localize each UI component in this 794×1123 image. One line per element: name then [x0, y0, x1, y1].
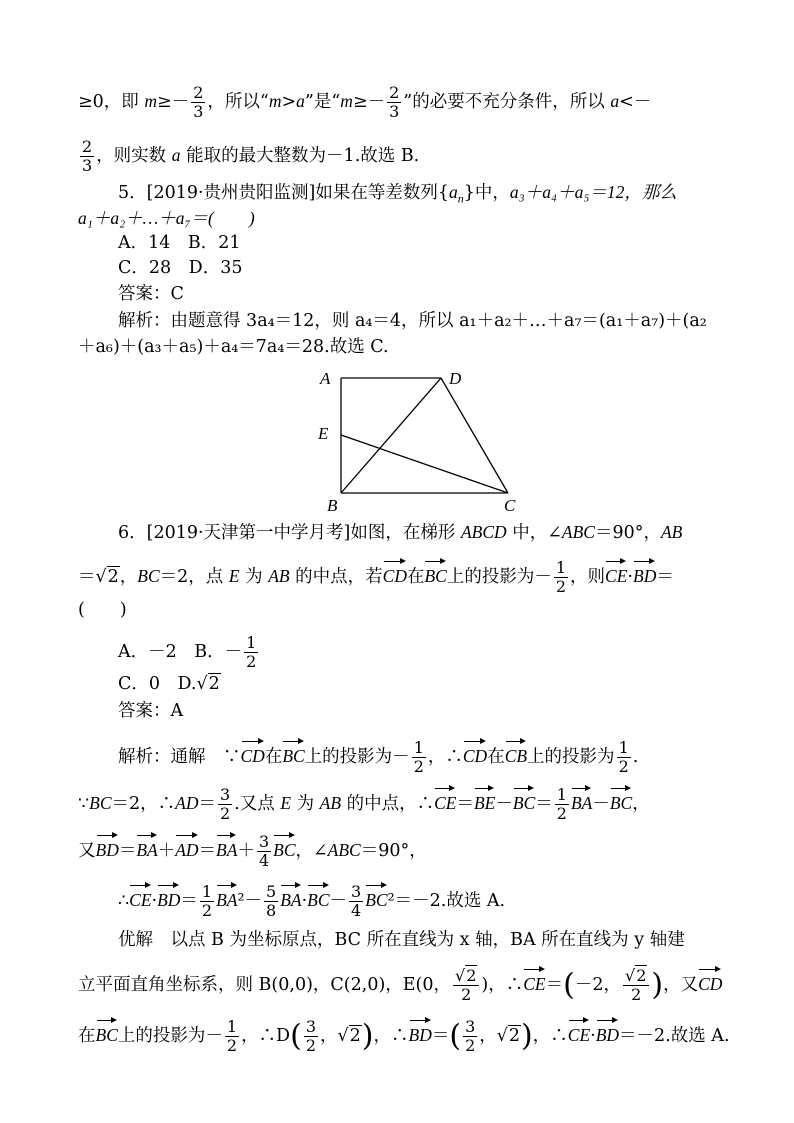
var: AB	[268, 566, 290, 586]
answer	[118, 699, 768, 723]
vector: BC	[282, 738, 304, 768]
var: m	[144, 91, 158, 111]
vector: BD	[157, 882, 180, 912]
text: ”是“	[304, 92, 341, 112]
paren: (	[449, 1018, 462, 1054]
vector: BC	[610, 785, 632, 815]
segment-bd	[341, 378, 441, 493]
options-cd	[118, 256, 768, 280]
numerator: √2	[623, 967, 649, 986]
text: 解析：通解 ∵	[118, 747, 241, 767]
denominator: 2	[465, 1036, 476, 1055]
fraction	[349, 883, 363, 920]
text: 解析：由题意得 3a₄＝12，则 a₄＝4，所以 a₁＋a₂＋…＋a₇＝(a₁＋a₇)＋(a₂	[118, 311, 707, 331]
label-d: D	[449, 369, 462, 388]
radicand: 2	[208, 674, 220, 694]
vector: BA	[216, 882, 237, 912]
text: ∵	[78, 794, 90, 814]
denominator: 3	[193, 102, 204, 121]
vector: CE	[568, 1017, 590, 1047]
text: ·	[151, 891, 158, 911]
text: 上的投影为－	[446, 567, 552, 587]
denominator: 2	[246, 652, 257, 671]
vector: BA	[280, 882, 301, 912]
text: ·	[627, 567, 633, 587]
paren: (	[290, 1018, 302, 1054]
text: ，	[320, 1026, 338, 1046]
text: ＋	[237, 841, 255, 861]
vector: BD	[96, 832, 119, 862]
text: 在	[78, 1026, 96, 1046]
text: <－	[619, 92, 652, 112]
paren: )	[651, 967, 664, 1003]
denominator: 3	[389, 102, 400, 121]
fraction	[463, 1018, 477, 1055]
text: ，	[479, 1026, 497, 1046]
var: ABC	[327, 840, 361, 860]
paren: )	[361, 1018, 374, 1054]
text: ＝	[118, 841, 137, 861]
fraction	[453, 967, 479, 1004]
var: m	[340, 91, 353, 111]
text: ，所以“	[207, 92, 269, 112]
trapezoid-figure	[310, 365, 540, 515]
var: E	[280, 793, 292, 813]
radicand: 2	[636, 966, 647, 985]
text: 为	[239, 567, 269, 587]
denominator: 2	[631, 985, 642, 1004]
fraction	[200, 883, 214, 920]
vector: CE	[129, 882, 151, 912]
vector: CB	[505, 738, 527, 768]
var: a	[171, 145, 181, 165]
radicand: 2	[107, 567, 119, 587]
answer	[118, 282, 768, 306]
label-c: C	[504, 496, 516, 515]
text: 在	[406, 567, 425, 587]
numerator: 3	[465, 1017, 476, 1036]
text-line	[78, 84, 728, 121]
var: ABCD	[460, 522, 507, 542]
radicand: 2	[349, 1026, 361, 1046]
text: .又点	[234, 794, 281, 814]
text: ，则	[570, 567, 606, 587]
denominator: 2	[555, 577, 567, 596]
denominator: 2	[201, 901, 213, 920]
fraction	[264, 883, 278, 920]
solution-line	[118, 309, 768, 333]
text: ＝	[198, 841, 217, 861]
text: ，	[119, 567, 138, 587]
denominator: 8	[266, 901, 277, 920]
text: －	[495, 794, 513, 814]
options-cd	[118, 672, 768, 696]
numerator: 1	[413, 738, 424, 757]
fraction	[387, 84, 401, 121]
text: 能取的最大整数为－1.故选 B.	[180, 146, 420, 166]
sqrt: √2	[196, 674, 220, 694]
text: ＝90°，	[360, 841, 427, 861]
fraction	[412, 739, 426, 776]
vector: AD	[175, 832, 198, 862]
text: 答案：A	[118, 701, 184, 721]
vector: CD	[383, 558, 407, 588]
text-line	[78, 138, 728, 175]
fraction	[218, 786, 232, 823]
vector: BD	[409, 1017, 432, 1047]
numerator: 1	[555, 558, 567, 577]
numerator: 3	[258, 832, 270, 851]
text: ＝	[535, 794, 553, 814]
fraction	[623, 967, 649, 1004]
label-e: E	[318, 424, 329, 443]
numerator: 3	[219, 785, 231, 804]
text: )，∴	[481, 975, 524, 995]
text: ²＝－2.故选 A.	[387, 891, 506, 911]
text: ( )	[78, 600, 127, 620]
numerator: 2	[82, 137, 93, 156]
denominator: 4	[258, 851, 270, 870]
label-a: A	[320, 369, 331, 388]
numerator: √2	[453, 967, 479, 986]
text: 5．[2019·贵州贵阳监测]如果在等差数列{	[118, 183, 450, 203]
text: ”的必要不充分条件，所以	[403, 92, 611, 112]
fraction	[80, 138, 94, 175]
text: ＝2，点	[159, 567, 229, 587]
equation: a₃＋a₄＋a₅＝12，那么	[509, 182, 677, 202]
vector: CD	[241, 738, 265, 768]
var: BC	[137, 566, 160, 586]
solution-line	[78, 966, 728, 1004]
fraction	[617, 739, 631, 776]
text: 在	[487, 747, 505, 767]
vector: CD	[698, 966, 722, 996]
numerator: 3	[351, 882, 362, 901]
text: ＝	[78, 567, 96, 587]
vector: BC	[513, 785, 535, 815]
text: >	[281, 92, 297, 112]
numerator: 2	[389, 83, 400, 102]
var: a	[610, 91, 620, 111]
text: 中，∠	[506, 523, 562, 543]
sqrt: √2	[337, 1026, 361, 1046]
text-line	[78, 598, 728, 622]
solution-line	[78, 335, 728, 359]
sqrt: √2	[95, 567, 119, 587]
solution-line	[118, 738, 768, 776]
vector: BC	[424, 558, 446, 588]
denominator: 2	[461, 985, 472, 1004]
denominator: 3	[82, 156, 93, 175]
text: 立平面直角坐标系，则 B(0,0)，C(2,0)，E(0，	[78, 975, 452, 995]
text: 优解 以点 B 为坐标原点，BC 所在直线为 x 轴，BA 所在直线为 y 轴建	[118, 930, 685, 950]
text-line	[78, 206, 728, 231]
var: AB	[319, 793, 342, 813]
fraction	[554, 559, 568, 596]
text: 答案：C	[118, 284, 184, 304]
fraction	[304, 1018, 318, 1055]
text: C．28 D．35	[118, 258, 243, 278]
text: .	[632, 747, 639, 767]
var: m	[268, 91, 282, 111]
text: ＝	[656, 567, 674, 587]
text: ·	[590, 1026, 596, 1046]
var: E	[228, 566, 240, 586]
paren: )	[521, 1018, 533, 1054]
text: ，∴D	[241, 1026, 291, 1046]
radicand: 2	[508, 1026, 521, 1046]
text: ，又	[663, 975, 699, 995]
fraction	[191, 84, 205, 121]
text: ＋a₆)＋(a₃＋a₅)＋a₄＝7a₄＝28.故选 C.	[78, 337, 389, 357]
var: BC	[89, 793, 112, 813]
solution-line	[78, 785, 728, 823]
vector: CE	[605, 558, 627, 588]
text: ＝	[456, 794, 474, 814]
text: ，则实数	[96, 146, 172, 166]
fraction	[244, 634, 258, 671]
numerator: 5	[266, 882, 277, 901]
numerator: 1	[246, 633, 257, 652]
vector: CD	[463, 738, 487, 768]
vector: BC	[96, 1017, 118, 1047]
text: 上的投影为－	[304, 747, 410, 767]
text: －2，	[574, 975, 621, 995]
label-b: B	[327, 496, 338, 515]
text: A．14 B．21	[118, 233, 241, 253]
denominator: 4	[351, 901, 362, 920]
var: AD	[175, 793, 199, 813]
text: ，∴	[427, 747, 463, 767]
text: ≥－	[352, 92, 386, 112]
fraction	[257, 833, 271, 870]
text: ＝	[198, 794, 216, 814]
text: 为	[291, 794, 320, 814]
vector: BC	[273, 832, 295, 862]
options-ab	[118, 634, 768, 671]
denominator: 2	[226, 1036, 238, 1055]
vector: BA	[571, 785, 592, 815]
text: C．0 D.	[118, 674, 197, 694]
var: AB	[660, 522, 683, 542]
text: ，∠	[295, 841, 328, 861]
text: ＝	[180, 891, 198, 911]
text: ≥－	[157, 92, 190, 112]
var: a	[449, 182, 458, 202]
text: －	[592, 794, 610, 814]
text: ∴	[118, 891, 130, 911]
denominator: 2	[413, 757, 424, 776]
text: －	[329, 891, 348, 911]
numerator: 1	[201, 882, 213, 901]
denominator: 2	[556, 804, 567, 823]
text: ·	[301, 891, 308, 911]
denominator: 2	[618, 757, 629, 776]
denominator: 2	[305, 1036, 316, 1055]
text-line	[78, 558, 728, 596]
equation: a₁＋a₂＋…＋a₇＝( )	[78, 208, 255, 228]
text: ＝2，∴	[111, 794, 176, 814]
text: ²－	[237, 891, 263, 911]
sqrt: √2	[496, 1026, 521, 1046]
subscript: n	[457, 191, 464, 206]
text: 的中点，∴	[341, 794, 435, 814]
text: ，∴	[373, 1026, 409, 1046]
text: ＝90°，	[594, 523, 661, 543]
text: ，∴	[532, 1026, 568, 1046]
text: ＝	[431, 1026, 450, 1046]
vector: BC	[365, 882, 387, 912]
text: ＋	[157, 841, 176, 861]
text: 上的投影为	[527, 747, 615, 767]
vector: BC	[307, 882, 329, 912]
text: A．－2 B．－	[118, 642, 243, 662]
numerator: 1	[618, 738, 629, 757]
numerator: 1	[556, 785, 567, 804]
segment-dc	[441, 378, 508, 493]
solution-line	[78, 1017, 728, 1055]
text: }中，	[463, 183, 510, 203]
text: ＝－2.故选 A.	[619, 1026, 730, 1046]
radicand: 2	[466, 966, 477, 985]
numerator: 1	[226, 1017, 238, 1036]
question-6-title	[118, 520, 768, 545]
numerator: 2	[193, 83, 204, 102]
text: 又	[78, 841, 96, 861]
vector: BA	[136, 832, 157, 862]
text: 的中点，若	[289, 567, 383, 587]
solution-line	[118, 928, 768, 952]
text: ≥0，即	[78, 92, 145, 112]
options-ab	[118, 231, 768, 255]
vector: CE	[523, 966, 545, 996]
text: 在	[264, 747, 283, 767]
text: 上的投影为－	[117, 1026, 223, 1046]
vector: CE	[434, 785, 456, 815]
numerator: 3	[305, 1017, 316, 1036]
vector: BE	[474, 785, 495, 815]
solution-line	[118, 882, 768, 920]
vector: BD	[633, 558, 656, 588]
var: ABC	[561, 522, 595, 542]
text: ＝	[545, 975, 564, 995]
fraction	[555, 786, 569, 823]
var: a	[296, 91, 305, 111]
text: 6．[2019·天津第一中学月考]如图，在梯形	[118, 523, 461, 543]
denominator: 2	[219, 804, 231, 823]
vector: BD	[596, 1017, 619, 1047]
fraction	[225, 1018, 239, 1055]
paren: (	[563, 967, 575, 1003]
vector: BA	[216, 832, 237, 862]
text: ，	[632, 794, 650, 814]
solution-line	[78, 832, 728, 870]
